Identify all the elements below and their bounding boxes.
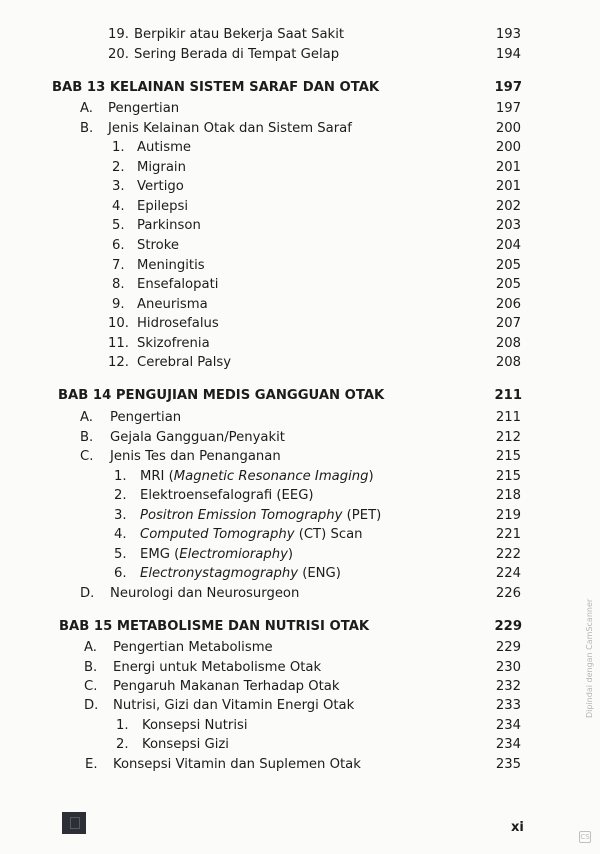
item-number: 2. (116, 737, 129, 752)
section-title: Pengertian (108, 101, 180, 116)
chapter-heading (0, 617, 600, 637)
item-number: 6. (112, 238, 125, 253)
item-title: Positron Emission Tomography (PET) (140, 508, 382, 523)
item-number: 20. (108, 47, 129, 62)
toc-item (0, 236, 600, 256)
item-title: Cerebral Palsy (137, 355, 232, 370)
section-page: 233 (495, 698, 521, 713)
item-title: Berpikir atau Bekerja Saat Sakit (134, 27, 345, 42)
section-page: 211 (495, 410, 521, 425)
section-title: Jenis Tes dan Penanganan (110, 449, 281, 464)
page-number: xi (511, 820, 524, 835)
item-title: Migrain (137, 160, 186, 175)
chapter-page: 197 (494, 80, 522, 95)
toc-item (0, 177, 600, 197)
toc-section (0, 119, 600, 139)
item-title: Elektroensefalografi (EEG) (140, 488, 314, 503)
item-number: 1. (116, 718, 129, 733)
section-title: Pengertian Metabolisme (113, 640, 273, 655)
item-title: Epilepsi (137, 199, 189, 214)
toc-section (0, 696, 600, 716)
item-page: 222 (495, 547, 521, 562)
item-title: Ensefalopati (137, 277, 219, 292)
section-title: Energi untuk Metabolisme Otak (113, 660, 322, 675)
section-letter: B. (84, 660, 98, 675)
item-number: 5. (114, 547, 127, 562)
section-title: Konsepsi Vitamin dan Suplemen Otak (113, 757, 361, 772)
item-title: Konsepsi Nutrisi (142, 718, 248, 733)
item-number: 9. (112, 297, 125, 312)
section-letter: E. (85, 757, 98, 772)
section-letter: A. (80, 410, 93, 425)
section-page: 212 (495, 430, 521, 445)
item-number: 4. (112, 199, 125, 214)
item-number: 2. (112, 160, 125, 175)
toc-section (0, 447, 600, 467)
section-title: Pengertian (110, 410, 182, 425)
item-title: Meningitis (137, 258, 205, 273)
toc-section (0, 408, 600, 428)
item-number: 3. (114, 508, 127, 523)
toc-item (0, 25, 600, 45)
toc-item (0, 45, 600, 65)
toc-section (0, 677, 600, 697)
toc-item (0, 256, 600, 276)
item-page: 203 (495, 218, 521, 233)
toc-item (0, 564, 600, 584)
item-page: 193 (495, 27, 521, 42)
item-title: MRI (Magnetic Resonance Imaging) (140, 469, 374, 484)
item-page: 194 (495, 47, 521, 62)
section-page: 232 (495, 679, 521, 694)
toc-item (0, 158, 600, 178)
scanner-watermark: Dipindai dengan CamScanner (585, 598, 594, 718)
section-page: 230 (495, 660, 521, 675)
item-page: 201 (495, 179, 521, 194)
item-number: 3. (112, 179, 125, 194)
toc-section (0, 755, 600, 775)
item-page: 202 (495, 199, 521, 214)
toc-item (0, 138, 600, 158)
item-number: 1. (114, 469, 127, 484)
item-number: 5. (112, 218, 125, 233)
section-letter: B. (80, 430, 94, 445)
toc-item (0, 275, 600, 295)
section-letter: C. (80, 449, 94, 464)
toc-item (0, 486, 600, 506)
item-page: 208 (495, 336, 521, 351)
item-page: 208 (495, 355, 521, 370)
item-number: 4. (114, 527, 127, 542)
item-title: Sering Berada di Tempat Gelap (134, 47, 340, 62)
toc-item (0, 353, 600, 373)
item-page: 215 (495, 469, 521, 484)
item-title: Computed Tomography (CT) Scan (140, 527, 363, 542)
section-title: Pengaruh Makanan Terhadap Otak (113, 679, 340, 694)
section-page: 229 (495, 640, 521, 655)
section-title: Neurologi dan Neurosurgeon (110, 586, 300, 601)
chapter-page: 211 (494, 388, 522, 403)
section-title: Nutrisi, Gizi dan Vitamin Energi Otak (113, 698, 355, 713)
item-title: Vertigo (137, 179, 184, 194)
toc-item (0, 525, 600, 545)
section-letter: B. (80, 121, 94, 136)
section-title: Gejala Gangguan/Penyakit (110, 430, 285, 445)
section-letter: C. (84, 679, 98, 694)
section-page: 226 (495, 586, 521, 601)
item-page: 234 (495, 737, 521, 752)
item-page: 204 (495, 238, 521, 253)
toc-item (0, 197, 600, 217)
item-title: Konsepsi Gizi (142, 737, 229, 752)
item-page: 206 (495, 297, 521, 312)
chapter-title: BAB 15 METABOLISME DAN NUTRISI OTAK (59, 619, 370, 634)
toc-section (0, 658, 600, 678)
item-number: 12. (108, 355, 129, 370)
item-number: 7. (112, 258, 125, 273)
section-page: 197 (495, 101, 521, 116)
section-page: 200 (495, 121, 521, 136)
section-page: 235 (495, 757, 521, 772)
item-number: 10. (108, 316, 129, 331)
item-number: 2. (114, 488, 127, 503)
section-letter: A. (84, 640, 97, 655)
item-title: Electronystagmography (ENG) (140, 566, 341, 581)
section-letter: D. (80, 586, 95, 601)
chapter-heading (0, 386, 600, 406)
toc-item (0, 467, 600, 487)
toc-item (0, 295, 600, 315)
item-title: Hidrosefalus (137, 316, 219, 331)
camscanner-logo-icon: CS (580, 833, 590, 841)
item-title: Autisme (137, 140, 192, 155)
toc-item (0, 545, 600, 565)
toc-item (0, 716, 600, 736)
section-title: Jenis Kelainan Otak dan Sistem Saraf (108, 121, 352, 136)
item-page: 221 (495, 527, 521, 542)
toc-section (0, 584, 600, 604)
item-page: 219 (495, 508, 521, 523)
toc-item (0, 216, 600, 236)
item-number: 6. (114, 566, 127, 581)
item-page: 224 (495, 566, 521, 581)
toc-item (0, 334, 600, 354)
chapter-page: 229 (494, 619, 522, 634)
toc-section (0, 638, 600, 658)
item-number: 11. (108, 336, 129, 351)
item-page: 201 (495, 160, 521, 175)
chapter-title: BAB 13 KELAINAN SISTEM SARAF DAN OTAK (52, 80, 380, 95)
item-page: 200 (495, 140, 521, 155)
toc-item (0, 314, 600, 334)
item-page: 218 (495, 488, 521, 503)
toc-section (0, 428, 600, 448)
item-title: Skizofrenia (137, 336, 210, 351)
item-title: Parkinson (137, 218, 201, 233)
section-letter: D. (84, 698, 99, 713)
chapter-title: BAB 14 PENGUJIAN MEDIS GANGGUAN OTAK (58, 388, 385, 403)
item-page: 234 (495, 718, 521, 733)
item-title: Aneurisma (137, 297, 208, 312)
item-title: Stroke (137, 238, 180, 253)
item-page: 207 (495, 316, 521, 331)
toc-item (0, 735, 600, 755)
corner-ornament-mark (70, 817, 80, 829)
item-page: 205 (495, 277, 521, 292)
item-title: EMG (Electromioraphy) (140, 547, 294, 562)
item-number: 19. (108, 27, 129, 42)
section-page: 215 (495, 449, 521, 464)
item-number: 1. (112, 140, 125, 155)
item-page: 205 (495, 258, 521, 273)
toc-item (0, 506, 600, 526)
chapter-heading (0, 78, 600, 98)
toc-section (0, 99, 600, 119)
section-letter: A. (80, 101, 93, 116)
item-number: 8. (112, 277, 125, 292)
